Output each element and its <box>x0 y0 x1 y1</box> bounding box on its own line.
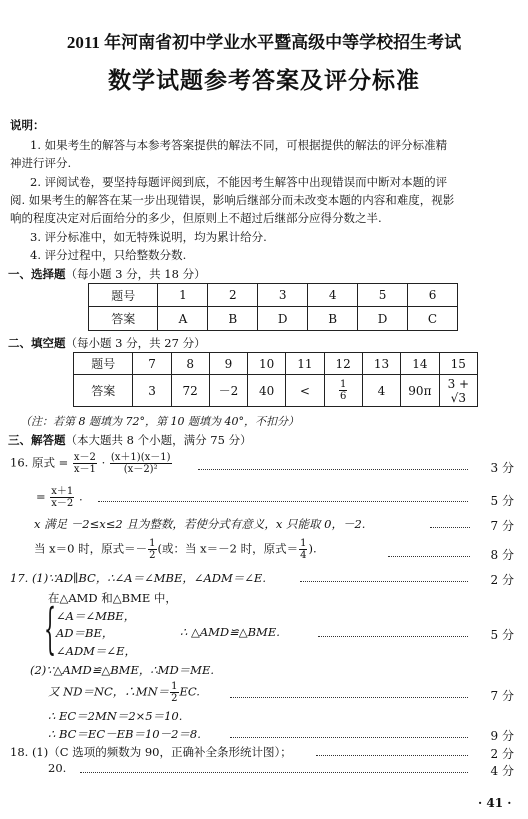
q16-line4 <box>34 538 317 561</box>
table-cell: 12 <box>324 353 362 375</box>
denominator: x－2 <box>51 498 74 509</box>
q17-line7: ∴ EC＝2MN＝2×5＝10. <box>48 709 183 723</box>
q17-line8: ∴ BC＝EC－EB＝10－2＝8. <box>48 727 201 741</box>
q17-condition-2: AD＝BE， <box>56 626 114 640</box>
table-cell: C <box>408 307 458 331</box>
leader-dots <box>430 527 470 528</box>
leader-dots <box>230 737 468 738</box>
dot-operator: · <box>101 455 106 470</box>
q16-label: 16. 原式 = <box>10 455 69 470</box>
table-cell: －2 <box>209 375 247 407</box>
table-row <box>89 307 458 331</box>
table-cell: 7 <box>133 353 171 375</box>
q16-line4-c: ). <box>308 541 317 556</box>
score: 7 分 <box>490 519 514 533</box>
table-cell: 10 <box>247 353 285 375</box>
table-cell: 13 <box>362 353 400 375</box>
denominator: 6 <box>340 391 347 402</box>
q16-line4-b: (或：当 x＝－2 时，原式＝ <box>157 541 299 556</box>
table-cell: 40 <box>247 375 285 407</box>
q17-conclusion: ∴ △AMD≌△BME. <box>180 625 280 639</box>
leader-dots <box>318 636 468 637</box>
score: 9 分 <box>490 729 514 743</box>
q17-line6 <box>48 681 200 704</box>
q16-line4-a: 当 x＝0 时，原式＝－ <box>34 541 148 556</box>
header-cell: 答案 <box>89 307 158 331</box>
section1-header <box>8 266 206 282</box>
page-number: · 41 · <box>478 796 512 810</box>
fraction <box>170 681 178 704</box>
leader-dots <box>230 697 468 698</box>
exam-title: 2011 年河南省初中学业水平暨高级中等学校招生考试 <box>66 33 462 52</box>
period: . <box>78 489 83 504</box>
numerator: 1 <box>171 681 178 692</box>
score: 5 分 <box>490 628 514 642</box>
fraction <box>50 486 74 509</box>
fraction <box>339 379 347 402</box>
numerator: 1 <box>149 538 156 549</box>
table-row <box>74 375 478 407</box>
table-cell: 2 <box>208 284 258 307</box>
q16-line1 <box>10 452 173 475</box>
q17-condition-3: ∠ADM＝∠E， <box>56 644 136 658</box>
fill-answer-table <box>73 352 478 407</box>
table-cell: D <box>358 307 408 331</box>
numerator: x－2 <box>73 452 96 463</box>
score: 4 分 <box>490 764 514 778</box>
denominator: 4 <box>300 550 307 561</box>
section2-heading: 二、填空题 <box>8 336 66 350</box>
q18-line1: 18. (1)（C 选项的频数为 90，正确补全条形统计图）； <box>10 745 292 759</box>
numerator: 1 <box>340 379 347 390</box>
table-cell: 4 <box>362 375 400 407</box>
note-1: 1. 如果考生的解答与本参考答案提供的解法不同，可根据提供的解法的评分标准精 <box>30 138 448 152</box>
table-cell: B <box>208 307 258 331</box>
q17-condition-1: ∠A＝∠MBE， <box>56 609 136 623</box>
note-2: 2. 评阅试卷，要坚持每题评阅到底，不能因考生解答中出现错误而中断对本题的评 <box>30 175 448 189</box>
section2-header <box>8 335 206 351</box>
section3-info: （本大题共 8 个小题，满分 75 分） <box>65 433 252 447</box>
denominator: x－1 <box>73 464 96 475</box>
section3-heading: 三、解答题 <box>8 433 66 447</box>
fill-note: （注：若第 8 题填为 72°，第 10 题填为 40°，不扣分） <box>20 415 299 428</box>
numerator: 1 <box>300 538 307 549</box>
table-cell: 3 + √3 <box>439 375 477 407</box>
denominator: (x－2)² <box>123 464 158 475</box>
note-1-cont: 神进行评分. <box>10 156 72 170</box>
section2-info: （每小题 3 分，共 27 分） <box>65 336 206 350</box>
table-cell: < <box>286 375 324 407</box>
leader-dots <box>198 469 468 470</box>
table-row <box>89 284 458 307</box>
table-cell: 11 <box>286 353 324 375</box>
leader-dots <box>98 501 468 502</box>
table-cell: 15 <box>439 353 477 375</box>
leader-dots <box>80 772 468 773</box>
table-cell: 3 <box>133 375 171 407</box>
denominator: 2 <box>171 693 178 704</box>
q16-line3: x 满足 －2≤x≤2 且为整数，若使分式有意义，x 只能取 0，－2. <box>34 517 366 531</box>
table-cell: 5 <box>358 284 408 307</box>
note-2-cont2: 响的程度决定对后面给分的多少，但原则上不超过后继部分应得分数之半. <box>10 211 382 225</box>
q17-line6-a: 又 ND＝NC，∴MN＝ <box>48 684 170 699</box>
q16-line2 <box>36 486 83 509</box>
table-cell: D <box>258 307 308 331</box>
section3-header <box>8 432 252 448</box>
fraction <box>110 452 172 475</box>
table-cell: 90π <box>401 375 440 407</box>
table-cell: 14 <box>401 353 440 375</box>
table-cell: 9 <box>209 353 247 375</box>
fraction <box>299 538 307 561</box>
score: 2 分 <box>490 573 514 587</box>
choice-answer-table <box>88 283 458 331</box>
fraction <box>73 452 97 475</box>
q17-line6-b: EC. <box>179 684 200 699</box>
q17-line1: 17. (1)∵AD∥BC，∴∠A＝∠MBE，∠ADM＝∠E. <box>10 571 266 585</box>
note-4: 4. 评分过程中，只给整数分数. <box>30 248 187 262</box>
table-cell: B <box>308 307 358 331</box>
table-cell: A <box>158 307 208 331</box>
fraction <box>148 538 156 561</box>
document-title: 数学试题参考答案及评分标准 <box>108 68 420 94</box>
q18-line2: 20. <box>48 761 67 775</box>
leader-dots <box>388 556 470 557</box>
note-3: 3. 评分标准中，如无特殊说明，均为累计给分. <box>30 230 267 244</box>
header-cell: 题号 <box>74 353 133 375</box>
header-cell: 答案 <box>74 375 133 407</box>
header-cell: 题号 <box>89 284 158 307</box>
table-cell: 72 <box>171 375 209 407</box>
table-cell <box>324 375 362 407</box>
table-cell: 4 <box>308 284 358 307</box>
score: 7 分 <box>490 689 514 703</box>
score: 5 分 <box>490 494 514 508</box>
q17-line2: 在△AMD 和△BME 中， <box>48 591 177 605</box>
table-cell: 1 <box>158 284 208 307</box>
table-row <box>74 353 478 375</box>
section1-info: （每小题 3 分，共 18 分） <box>65 267 206 281</box>
score: 2 分 <box>490 747 514 761</box>
left-brace: { <box>44 597 57 660</box>
leader-dots <box>300 581 468 582</box>
q17-line5: (2)∵△AMD≌△BME，∴MD＝ME. <box>30 663 214 677</box>
table-cell: 3 <box>258 284 308 307</box>
leader-dots <box>316 755 468 756</box>
numerator: (x＋1)(x－1) <box>110 452 171 463</box>
notes-heading: 说明： <box>10 118 45 132</box>
numerator: x＋1 <box>51 486 74 497</box>
table-cell: 6 <box>408 284 458 307</box>
denominator: 2 <box>149 550 156 561</box>
section1-heading: 一、选择题 <box>8 267 66 281</box>
equals: = <box>36 489 46 504</box>
table-cell: 8 <box>171 353 209 375</box>
note-2-cont: 阅. 如果考生的解答在某一步出现错误，影响后继部分而未改变本题的内容和难度，视影 <box>10 193 455 207</box>
score: 3 分 <box>490 461 514 475</box>
score: 8 分 <box>490 548 514 562</box>
